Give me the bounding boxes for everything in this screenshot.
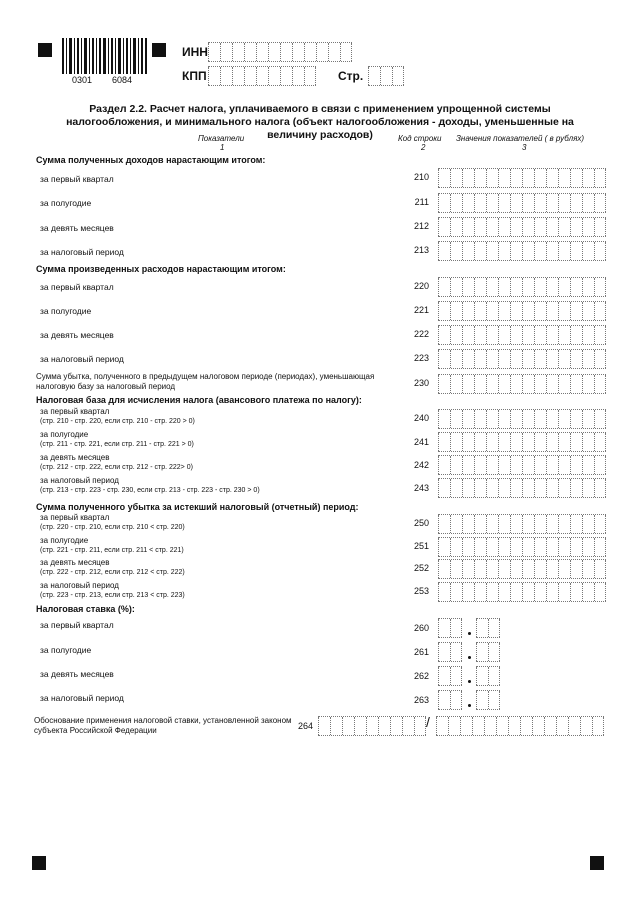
inn-label: ИНН — [182, 45, 208, 59]
section-title: Раздел 2.2. Расчет налога, уплачиваемого в связи с применением упрощенной системы налогообложения, и минимального налога (объект налогообложения - доходы, уменьшенные на величину расходов) — [66, 103, 574, 141]
row-240-label: за первый квартал (стр. 210 - стр. 220, если стр. 210 - стр. 220 > 0) — [40, 407, 195, 425]
row-212-value-field[interactable] — [438, 217, 606, 237]
row-261-rate-integer-field[interactable] — [438, 642, 462, 662]
row-263-label: за налоговый период — [40, 693, 124, 703]
row-223-code: 223 — [413, 353, 429, 363]
kpp-label: КПП — [182, 69, 207, 83]
row-262-decimal-point — [468, 680, 471, 683]
row-251-value-field[interactable] — [438, 537, 606, 557]
row-210-value-field[interactable] — [438, 168, 606, 188]
column-number-1: 1 — [220, 143, 225, 152]
row-230-value-field[interactable] — [438, 374, 606, 394]
row-251-code: 251 — [413, 541, 429, 551]
row-221-code: 221 — [413, 305, 429, 315]
row-243-value-field[interactable] — [438, 478, 606, 498]
row-243-code: 243 — [413, 483, 429, 493]
row-222-label: за девять месяцев — [40, 330, 114, 340]
row-210-label: за первый квартал — [40, 174, 114, 184]
page-label: Стр. — [338, 69, 364, 83]
row-213-label: за налоговый период — [40, 247, 124, 257]
row-213-value-field[interactable] — [438, 241, 606, 261]
row-261-rate-decimal-field[interactable] — [476, 642, 500, 662]
row-220-label: за первый квартал — [40, 282, 114, 292]
section-expenses: Сумма произведенных расходов нарастающим итогом: — [36, 264, 286, 274]
row-263-rate-decimal-field[interactable] — [476, 690, 500, 710]
row-240-code: 240 — [413, 413, 429, 423]
row-211-code: 211 — [414, 197, 429, 207]
row-263-rate-integer-field[interactable] — [438, 690, 462, 710]
row-251-label: за полугодие (стр. 221 - стр. 211, если стр. 211 < стр. 221) — [40, 536, 184, 554]
barcode-number-left: 0301 — [72, 75, 93, 85]
row-252-value-field[interactable] — [438, 559, 606, 579]
page-number-field[interactable] — [368, 66, 404, 86]
row-250-label: за первый квартал (стр. 220 - стр. 210, если стр. 210 < стр. 220) — [40, 513, 185, 531]
row-261-label: за полугодие — [40, 645, 92, 655]
section-tax-base: Налоговая база для исчисления налога (авансового платежа по налогу): — [36, 395, 362, 405]
row-262-rate-integer-field[interactable] — [438, 666, 462, 686]
section-income: Сумма полученных доходов нарастающим итогом: — [36, 155, 266, 165]
row-212-label: за девять месяцев — [40, 223, 114, 233]
row-222-code: 222 — [413, 329, 429, 339]
row-263-decimal-point — [468, 704, 471, 707]
row-262-rate-decimal-field[interactable] — [476, 666, 500, 686]
row-264-code: 264 — [298, 721, 314, 731]
column-header-values: Значения показателей ( в рублях) — [456, 134, 585, 143]
corner-marker-top-mid — [152, 43, 166, 57]
row-260-code: 260 — [413, 623, 429, 633]
row-264-label: Обоснование применения налоговой ставки, установленной законом субъекта Российской Федерации — [34, 716, 292, 735]
row-242-label: за девять месяцев (стр. 212 - стр. 222, если стр. 212 - стр. 222> 0) — [40, 453, 193, 471]
row-252-label: за девять месяцев (стр. 222 - стр. 212, если стр. 212 < стр. 222) — [40, 558, 185, 576]
row-211-value-field[interactable] — [438, 193, 606, 213]
row-230-code: 230 — [413, 378, 429, 388]
row-262-label: за девять месяцев — [40, 669, 114, 679]
row-240-value-field[interactable] — [438, 409, 606, 429]
barcode-image — [62, 38, 148, 74]
row-252-code: 252 — [413, 563, 429, 573]
row-223-value-field[interactable] — [438, 349, 606, 369]
row-250-code: 250 — [413, 518, 429, 528]
row-213-code: 213 — [413, 245, 429, 255]
row-250-value-field[interactable] — [438, 514, 606, 534]
row-220-code: 220 — [413, 281, 429, 291]
row-220-value-field[interactable] — [438, 277, 606, 297]
row-253-value-field[interactable] — [438, 582, 606, 602]
row-221-value-field[interactable] — [438, 301, 606, 321]
row-262-code: 262 — [413, 671, 429, 681]
row-260-rate-integer-field[interactable] — [438, 618, 462, 638]
column-header-line-code: Код строки — [398, 134, 442, 143]
row-241-code: 241 — [413, 437, 429, 447]
row-264-code-part-2-field[interactable] — [436, 716, 604, 736]
column-header-indicators: Показатели — [198, 134, 245, 143]
row-242-value-field[interactable] — [438, 455, 606, 475]
column-number-3: 3 — [522, 143, 527, 152]
row-212-code: 212 — [413, 221, 429, 231]
inn-field[interactable] — [208, 42, 352, 62]
row-253-label: за налоговый период (стр. 223 - стр. 213, если стр. 213 < стр. 223) — [40, 581, 185, 599]
row-223-label: за налоговый период — [40, 354, 124, 364]
row-242-code: 242 — [413, 460, 429, 470]
row-243-label: за налоговый период (стр. 213 - стр. 223 - стр. 230, если стр. 213 - стр. 223 - стр. 230 > 0) — [40, 476, 260, 494]
section-tax-rate: Налоговая ставка (%): — [36, 604, 135, 614]
row-211-label: за полугодие — [40, 198, 92, 208]
row-221-label: за полугодие — [40, 306, 92, 316]
kpp-field[interactable] — [208, 66, 316, 86]
row-222-value-field[interactable] — [438, 325, 606, 345]
column-number-2: 2 — [421, 143, 426, 152]
row-260-rate-decimal-field[interactable] — [476, 618, 500, 638]
row-253-code: 253 — [413, 586, 429, 596]
row-210-code: 210 — [413, 172, 429, 182]
row-261-decimal-point — [468, 656, 471, 659]
row-264-separator-slash: / — [426, 714, 430, 730]
row-241-value-field[interactable] — [438, 432, 606, 452]
row-263-code: 263 — [413, 695, 429, 705]
corner-marker-top-left — [38, 43, 52, 57]
row-261-code: 261 — [413, 647, 429, 657]
row-264-code-part-1-field[interactable] — [318, 716, 426, 736]
row-260-decimal-point — [468, 632, 471, 635]
row-241-label: за полугодие (стр. 211 - стр. 221, если стр. 211 - стр. 221 > 0) — [40, 430, 194, 448]
row-230-label: Сумма убытка, полученного в предыдущем налоговом периоде (периодах), уменьшающая налоговую базу за налоговый период — [36, 372, 375, 391]
section-loss: Сумма полученного убытка за истекший налоговый (отчетный) период: — [36, 502, 359, 512]
corner-marker-bottom-right — [590, 856, 604, 870]
corner-marker-bottom-left — [32, 856, 46, 870]
row-260-label: за первый квартал — [40, 620, 114, 630]
barcode-number-right: 6084 — [112, 75, 133, 85]
